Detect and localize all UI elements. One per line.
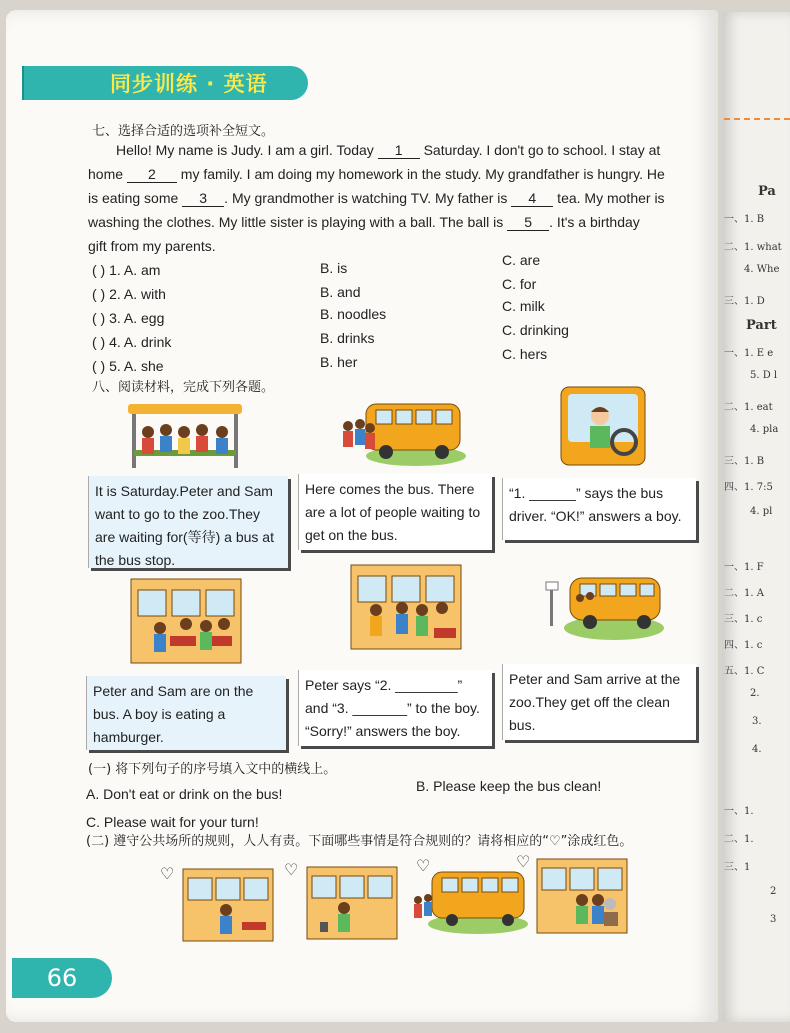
text: my family. I am doing my homework in the study. My grandfather is hungry. He xyxy=(176,166,665,182)
blank-3[interactable]: 3 xyxy=(182,190,224,207)
answer-line: 二、1. what xyxy=(724,242,782,253)
scene-bus-trash-illustration xyxy=(306,866,398,940)
answer-line: 一、1. xyxy=(724,806,754,817)
story-panel-5: Peter says “2. ________” and “3. _______” to the boy. “Sorry!” answers the boy. xyxy=(298,670,492,746)
option-3-b: B. noodles xyxy=(320,306,387,322)
text: is eating some xyxy=(88,190,183,206)
text: . It's a birthday xyxy=(549,214,640,230)
story-panel-1: It is Saturday.Peter and Sam want to go to the zoo.They are waiting for(等待) a bus at the bus stop. xyxy=(88,476,288,568)
option-4-a[interactable]: ( ) 4. A. drink xyxy=(92,334,172,350)
option-5-a[interactable]: ( ) 5. A. she xyxy=(92,358,164,374)
text: Hello! My name is Judy. I am a girl. Today xyxy=(116,142,378,158)
option-1-a[interactable]: ( ) 1. A. am xyxy=(92,262,161,278)
story-panel-2: Here comes the bus. There are a lot of people waiting to get on the bus. xyxy=(298,474,492,550)
story-panel-4: Peter and Sam are on the bus. A boy is eating a hamburger. xyxy=(86,676,286,750)
passage-line-3 xyxy=(88,190,665,207)
part1-option-a: A. Don't eat or drink on the bus! xyxy=(86,786,283,802)
page-number: 66 xyxy=(12,958,112,998)
option-3-a[interactable]: ( ) 3. A. egg xyxy=(92,310,165,326)
blank-1[interactable]: 1 xyxy=(378,142,420,159)
scene-give-seat-illustration xyxy=(536,858,628,934)
answer-line: 一、1. F xyxy=(724,562,764,573)
text: home xyxy=(88,166,127,182)
section-banner xyxy=(24,66,308,100)
dashed-divider xyxy=(724,118,790,120)
text: . My grandmother is watching TV. My father is xyxy=(224,190,512,206)
passage-line-2 xyxy=(88,166,665,183)
option-1-c: C. are xyxy=(502,252,541,268)
part1-option-b: B. Please keep the bus clean! xyxy=(416,778,602,794)
on-bus-illustration xyxy=(130,578,242,664)
heart-icon[interactable]: ♡ xyxy=(284,862,299,879)
scene-queue-bus-illustration xyxy=(408,866,528,936)
part1-heading: (一) 将下列句子的序号填入文中的横线上。 xyxy=(88,762,337,777)
part1-option-c: C. Please wait for your turn! xyxy=(86,814,259,830)
answer-line: 三、1 xyxy=(724,862,751,873)
text: washing the clothes. My little sister is playing with a ball. The ball is xyxy=(88,214,508,230)
answer-line: 4. xyxy=(752,744,762,755)
answer-line: 二、1. eat xyxy=(724,402,773,413)
option-2-c: C. for xyxy=(502,276,537,292)
bus-driver-illustration xyxy=(560,386,646,466)
blank-4[interactable]: 4 xyxy=(511,190,553,207)
blank-2[interactable]: 2 xyxy=(127,166,177,183)
bus-stop-illustration xyxy=(126,402,244,472)
answer-line: 3 xyxy=(770,914,777,925)
heart-icon[interactable]: ♡ xyxy=(416,858,431,875)
answer-line: 一、1. E e xyxy=(724,348,774,359)
answer-line: 4. pla xyxy=(750,424,779,435)
answer-line: 3. xyxy=(752,716,762,727)
option-4-c: C. drinking xyxy=(502,322,569,338)
answer-line: 4. pl xyxy=(750,506,773,517)
bus-arriving-illustration xyxy=(336,396,466,468)
boy-eating-illustration xyxy=(350,564,462,650)
answer-line: 二、1. A xyxy=(724,588,764,599)
story-panel-6: Peter and Sam arrive at the zoo.They get off the clean bus. xyxy=(502,664,696,740)
heart-icon[interactable]: ♡ xyxy=(160,866,175,883)
answer-line: 四、1. 7:5 xyxy=(724,482,773,493)
answer-line: 二、1. xyxy=(724,834,754,845)
answer-line: Pa xyxy=(758,184,776,199)
next-page-edge xyxy=(722,12,790,1022)
passage-line-1 xyxy=(116,142,660,159)
text: Saturday. I don't go to school. I stay at xyxy=(419,142,661,158)
option-2-a[interactable]: ( ) 2. A. with xyxy=(92,286,166,302)
answer-line: 三、1. c xyxy=(724,614,763,625)
bus-at-zoo-illustration xyxy=(544,572,664,642)
banner-title: 同步训练 · 英语 xyxy=(110,72,268,96)
answer-line: Part xyxy=(746,318,777,333)
section7-heading: 七、选择合适的选项补全短文。 xyxy=(92,124,275,139)
answer-line: 4. Whe xyxy=(744,264,780,275)
option-5-b: B. her xyxy=(320,354,358,370)
answer-line: 三、1. D xyxy=(724,296,765,307)
section8-heading: 八、阅读材料，完成下列各题。 xyxy=(92,380,275,395)
answer-line: 五、1. C xyxy=(724,666,765,677)
option-3-c: C. milk xyxy=(502,298,545,314)
answer-line: 5. D l xyxy=(750,370,778,381)
passage-line-5: gift from my parents. xyxy=(88,238,216,254)
option-2-b: B. and xyxy=(320,284,361,300)
story-panel-3: “1. ______” says the bus driver. “OK!” answers a boy. xyxy=(502,478,696,540)
option-4-b: B. drinks xyxy=(320,330,375,346)
passage-line-4 xyxy=(88,214,640,231)
option-1-b: B. is xyxy=(320,260,348,276)
answer-line: 三、1. B xyxy=(724,456,765,467)
blank-5[interactable]: 5 xyxy=(507,214,549,231)
answer-line: 一、1. B xyxy=(724,214,765,225)
answer-line: 2 xyxy=(770,886,777,897)
text: tea. My mother is xyxy=(553,190,665,206)
scene-bus-seat-illustration xyxy=(182,868,274,942)
answer-line: 2. xyxy=(750,688,760,699)
option-5-c: C. hers xyxy=(502,346,548,362)
answer-line: 四、1. c xyxy=(724,640,763,651)
heart-icon[interactable]: ♡ xyxy=(516,854,531,871)
part2-heading: (二) 遵守公共场所的规则，人人有责。下面哪些事情是符合规则的？请将相应的“♡”涂成红色。 xyxy=(86,834,633,849)
